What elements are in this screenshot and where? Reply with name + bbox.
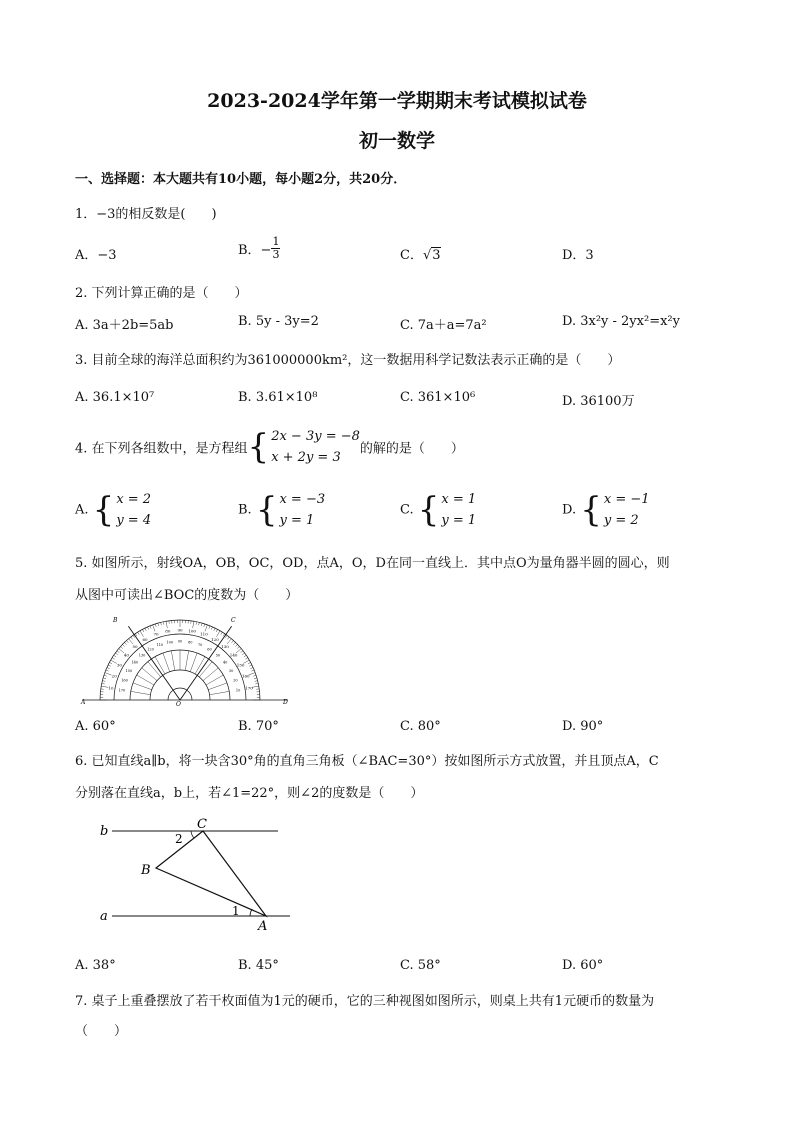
label-o: O [176, 701, 181, 708]
protractor-tick [106, 670, 109, 671]
protractor-tick [115, 653, 117, 655]
protractor-tick [117, 651, 119, 653]
protractor-tick [199, 622, 200, 625]
q5-option-d: D. 90° [562, 719, 604, 734]
protractor-scale-inner: 130 [138, 653, 146, 658]
label-line-b: b [100, 824, 109, 839]
protractor-scale-inner: 170 [118, 688, 126, 693]
protractor-scale-outer: 80 [165, 628, 171, 634]
protractor-tick [147, 627, 148, 630]
q2-option-b: B. 5y - 3y=2 [238, 314, 319, 329]
protractor-scale-outer: 110 [200, 631, 208, 637]
q7-stem-line1: 7. 桌子上重叠摆放了若干枚面值为1元的硬币，它的三种视图如图所示，则桌上共有1元硬币的数量为 [75, 994, 655, 1009]
protractor-tick [138, 632, 140, 635]
protractor-tick [155, 624, 156, 627]
protractor-tick [105, 673, 112, 675]
protractor-tick [241, 651, 243, 653]
protractor-spoke [206, 675, 223, 685]
protractor-tick [161, 622, 162, 625]
protractor-tick [248, 662, 251, 663]
section-heading: 一、选择题：本大题共有10小题，每小题2分，共20分． [75, 172, 407, 187]
protractor-tick [255, 681, 258, 682]
q6-option-b: B. 45° [238, 958, 279, 973]
protractor-scale-outer: 150 [236, 662, 245, 668]
q5-stem-line2: 从图中可读出∠BOC的度数为（ ） [75, 588, 299, 603]
protractor-tick [242, 653, 244, 655]
protractor-scale-outer: 140 [229, 652, 238, 658]
protractor-scale-outer: 130 [221, 643, 229, 649]
q3-option-a: A. 36.1×10⁷ [75, 390, 155, 405]
q5-stem-line1: 5. 如图所示，射线OA，OB，OC，OD，点A，O，D在同一直线上．其中点O为量角器半圆的圆心，则 [75, 556, 670, 571]
protractor-scale-outer: 120 [211, 636, 219, 642]
protractor-tick [251, 670, 254, 671]
protractor-tick [158, 623, 159, 626]
protractor-scale-outer: 70 [153, 631, 159, 637]
protractor-tick [211, 627, 212, 630]
protractor-scale-outer: 60 [142, 636, 148, 642]
q1-stem: 1．−3的相反数是( ) [75, 207, 217, 222]
protractor-tick [104, 675, 107, 676]
q4-equation-system: { 2x − 3y = −8 x + 2y = 3 [247, 427, 360, 467]
protractor-tick [102, 683, 105, 684]
label-b: B [141, 863, 151, 878]
protractor-tick [216, 629, 217, 632]
protractor-scale-outer: 160 [241, 673, 250, 679]
label-a: A [81, 699, 86, 706]
protractor-tick [201, 623, 202, 626]
protractor-tick [131, 637, 133, 639]
protractor-scale-outer: 20 [111, 673, 117, 679]
protractor-scale-inner: 110 [156, 643, 164, 648]
protractor-arc [168, 688, 192, 700]
triangle-figure [90, 812, 300, 938]
q5-option-a: A. 60° [75, 719, 116, 734]
protractor-scale-inner: 140 [131, 660, 139, 665]
protractor-spoke [185, 651, 188, 671]
protractor-tick [249, 665, 252, 666]
protractor-tick [107, 667, 110, 668]
protractor-scale-inner: 20 [233, 678, 238, 683]
q2-option-d: D. 3x²y - 2yx²=x²y [562, 314, 680, 329]
protractor-scale-outer: 50 [132, 643, 138, 649]
q7-stem-line2: （ ） [75, 1024, 128, 1039]
protractor [82, 620, 288, 700]
q3-option-b: B. 3.61×10⁸ [238, 390, 318, 405]
protractor-tick [217, 631, 221, 637]
q6-stem-line2: 分别落在直线a，b上，若∠1=22°，则∠2的度数是（ ） [75, 786, 424, 801]
protractor-tick [193, 621, 194, 628]
label-c: C [197, 817, 207, 832]
protractor-tick [142, 629, 143, 632]
q2-stem: 2. 下列计算正确的是（ ） [75, 286, 248, 301]
q2-option-a: A. 3a＋2b=5ab [75, 318, 174, 333]
q1-option-c: C．√3 [400, 248, 441, 263]
protractor-tick [235, 644, 237, 646]
protractor-tick [204, 624, 205, 627]
protractor-scale-inner: 70 [197, 643, 203, 648]
protractor-scale-inner: 90 [177, 639, 183, 644]
protractor-tick [108, 665, 111, 666]
q4-option-b: B. { x = −3 y = 1 [238, 490, 326, 530]
q4-option-a: A. { x = 2 y = 4 [75, 490, 152, 530]
q4-option-c: C. { x = 1 y = 1 [400, 490, 477, 530]
protractor-spoke [163, 653, 170, 672]
q1-fraction: $\frac{1}{3}$ [272, 235, 280, 261]
angle-2-arc [191, 831, 194, 838]
q2-option-c: C. 7a＋a=7a² [400, 318, 487, 333]
q1-option-d: D．3 [562, 248, 594, 263]
q1-option-b: B．− $\frac{1}{3}$ [238, 235, 280, 261]
protractor-figure [80, 612, 290, 708]
protractor-tick [102, 681, 105, 682]
protractor-spoke [171, 651, 174, 671]
protractor-tick [196, 622, 197, 625]
protractor-tick [109, 662, 112, 663]
protractor-tick [121, 646, 123, 648]
protractor-tick [252, 686, 259, 687]
protractor-tick [150, 626, 151, 629]
q6-option-d: D. 60° [562, 958, 604, 973]
protractor-tick [140, 631, 144, 637]
protractor-tick [233, 642, 235, 644]
protractor-scale-outer: 170 [245, 685, 253, 691]
protractor-spoke [137, 675, 154, 685]
triangle-abc [156, 831, 266, 916]
label-b: B [113, 617, 118, 624]
protractor-spoke [210, 691, 230, 694]
protractor-tick [209, 626, 210, 629]
protractor-spoke [131, 691, 151, 694]
label-a: A [258, 919, 268, 934]
q6-option-a: A. 38° [75, 958, 116, 973]
protractor-tick [166, 621, 167, 628]
protractor-tick [244, 655, 246, 657]
protractor-tick [250, 667, 253, 668]
protractor-scale-inner: 120 [147, 647, 154, 652]
q1-option-a: A．−3 [75, 248, 117, 263]
protractor-tick [114, 655, 116, 657]
protractor-scale-inner: 160 [121, 678, 128, 683]
protractor-scale-inner: 100 [166, 640, 174, 645]
protractor-scale-inner: 60 [207, 647, 212, 652]
protractor-tick [126, 641, 128, 643]
protractor-tick [254, 678, 257, 679]
protractor-tick [221, 632, 223, 635]
protractor-tick [205, 625, 207, 632]
protractor-tick [237, 646, 239, 648]
q5-option-b: B. 70° [238, 719, 279, 734]
protractor-scale-outer: 30 [116, 662, 122, 668]
protractor-tick [255, 683, 258, 684]
protractor-spoke [190, 653, 197, 672]
protractor-tick [153, 625, 155, 632]
label-d: D [283, 699, 288, 706]
q6-stem-line1: 6. 已知直线a∥b，将一块含30°角的直角三角板（∠BAC=30°）按如图所示方式放置，并且顶点A，C [75, 754, 659, 769]
protractor-scale-outer: 100 [188, 628, 196, 634]
exam-subtitle: 初一数学 [358, 130, 435, 152]
exam-title: 2023-2024学年第一学期期末考试模拟试卷 [207, 90, 587, 112]
protractor-scale-inner: 30 [228, 669, 234, 673]
q4-stem: 4. 在下列各组数中，是方程组 { 2x − 3y = −8 x + 2y = 3 的解的是（ ） [75, 427, 464, 467]
protractor-scale-inner: 40 [222, 660, 228, 665]
q3-option-d: D. 36100万 [562, 394, 635, 409]
q3-stem: 3. 目前全球的海洋总面积约为361000000km²，这一数据用科学记数法表示正确的是（ ） [75, 353, 621, 368]
protractor-scale-outer: 10 [108, 685, 114, 691]
protractor-scale-outer: 90 [177, 627, 183, 633]
protractor-tick [163, 622, 164, 625]
q6-option-c: C. 58° [400, 958, 441, 973]
label-angle-2: 2 [175, 832, 183, 846]
protractor-scale-inner: 50 [215, 653, 221, 658]
protractor-scale-inner: 150 [125, 669, 133, 673]
protractor-scale-inner: 10 [235, 688, 241, 693]
protractor-tick [245, 658, 248, 660]
label-line-a: a [100, 909, 108, 924]
q3-option-c: C. 361×10⁶ [400, 390, 476, 405]
protractor-arc [150, 670, 210, 700]
protractor-tick [112, 658, 115, 660]
label-angle-1: 1 [232, 904, 240, 918]
protractor-scale-outer: 40 [123, 652, 129, 658]
protractor-tick [227, 637, 229, 639]
label-c: C [231, 617, 236, 624]
protractor-spoke [208, 683, 227, 690]
q4-option-d: D. { x = −1 y = 2 [562, 490, 650, 530]
protractor-tick [145, 628, 146, 631]
protractor-tick [232, 641, 234, 643]
protractor-tick [124, 642, 126, 644]
protractor-tick [253, 675, 256, 676]
protractor-tick [103, 678, 106, 679]
protractor-spoke [133, 683, 152, 690]
protractor-tick [122, 644, 124, 646]
q5-option-c: C. 80° [400, 719, 441, 734]
protractor-tick [214, 628, 215, 631]
protractor-scale-inner: 80 [188, 640, 193, 645]
protractor-tick [101, 686, 108, 687]
